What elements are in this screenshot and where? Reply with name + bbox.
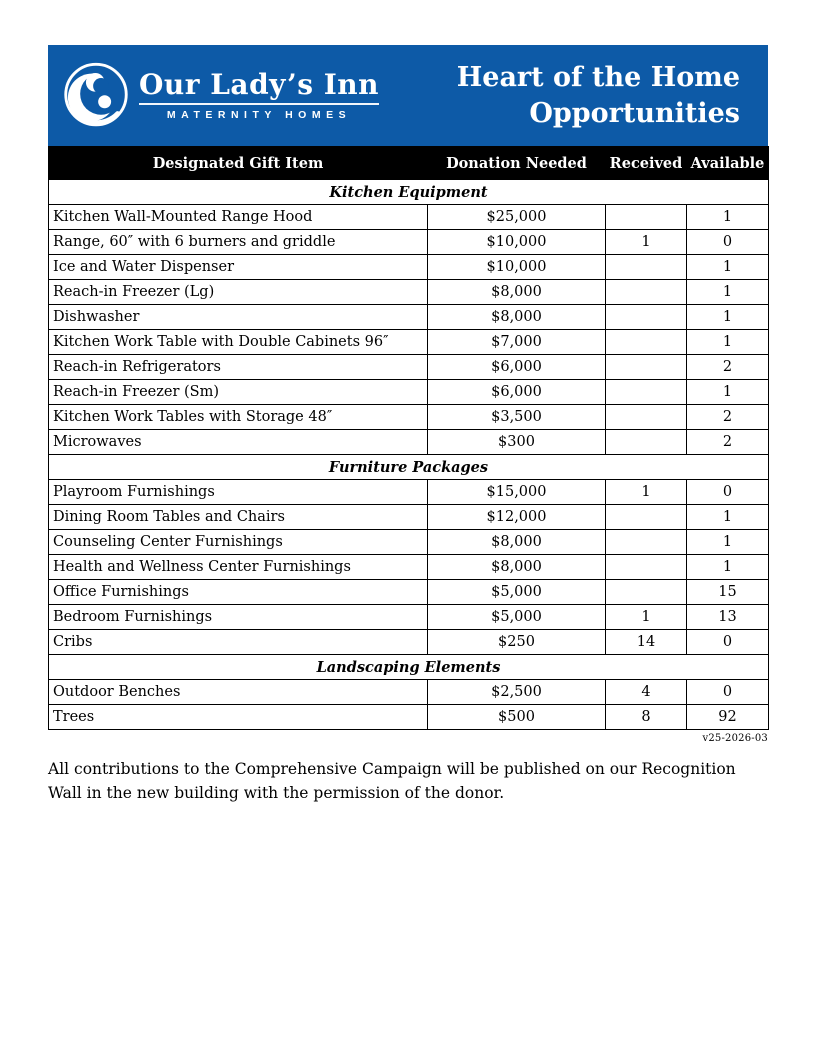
- received-cell: 1: [606, 480, 687, 505]
- available-cell: 0: [687, 230, 769, 255]
- available-cell: 0: [687, 630, 769, 655]
- available-cell: 13: [687, 605, 769, 630]
- available-cell: 1: [687, 505, 769, 530]
- donation-needed-cell: $8,000: [428, 305, 606, 330]
- donation-needed-cell: $12,000: [428, 505, 606, 530]
- received-cell: 14: [606, 630, 687, 655]
- available-cell: 1: [687, 205, 769, 230]
- gift-item-cell: Kitchen Work Table with Double Cabinets 96″: [49, 330, 428, 355]
- version-label: v25-2026-03: [702, 733, 768, 744]
- gift-item-cell: Kitchen Wall-Mounted Range Hood: [49, 205, 428, 230]
- gift-item-cell: Health and Wellness Center Furnishings: [49, 555, 428, 580]
- section-title: Kitchen Equipment: [49, 180, 769, 205]
- donation-needed-cell: $3,500: [428, 405, 606, 430]
- org-rule-divider: [139, 103, 379, 105]
- org-tagline: MATERNITY HOMES: [166, 108, 352, 121]
- donation-needed-cell: $5,000: [428, 605, 606, 630]
- available-cell: 2: [687, 430, 769, 455]
- available-cell: 1: [687, 380, 769, 405]
- footnote-text: All contributions to the Comprehensive Campaign will be published on our Recognition Wall in the new building with the permission of the donor.: [48, 760, 736, 803]
- available-cell: 0: [687, 680, 769, 705]
- received-cell: [606, 580, 687, 605]
- gift-item-cell: Trees: [49, 705, 428, 730]
- table-row: [49, 305, 769, 330]
- gift-item-cell: Dining Room Tables and Chairs: [49, 505, 428, 530]
- donation-needed-cell: $500: [428, 705, 606, 730]
- donation-needed-cell: $8,000: [428, 555, 606, 580]
- table-row: [49, 580, 769, 605]
- brand-text: [139, 70, 379, 120]
- table-row: [49, 280, 769, 305]
- gift-item-cell: Playroom Furnishings: [49, 480, 428, 505]
- received-cell: [606, 430, 687, 455]
- column-header-received: Received: [606, 147, 687, 180]
- section-header-row: [49, 455, 769, 480]
- gift-item-cell: Dishwasher: [49, 305, 428, 330]
- received-cell: [606, 505, 687, 530]
- gift-item-cell: Range, 60″ with 6 burners and griddle: [49, 230, 428, 255]
- received-cell: [606, 355, 687, 380]
- column-header-donation-needed: Donation Needed: [428, 147, 606, 180]
- available-cell: 1: [687, 305, 769, 330]
- gift-item-cell: Office Furnishings: [49, 580, 428, 605]
- received-cell: [606, 255, 687, 280]
- table-header-row: [49, 147, 769, 180]
- donation-needed-cell: $250: [428, 630, 606, 655]
- table-row: [49, 605, 769, 630]
- donation-needed-cell: $7,000: [428, 330, 606, 355]
- table-row: [49, 355, 769, 380]
- org-name: Our Lady’s Inn: [139, 68, 380, 102]
- available-cell: 1: [687, 530, 769, 555]
- column-header-available: Available: [687, 147, 769, 180]
- table-row: [49, 630, 769, 655]
- available-cell: 1: [687, 555, 769, 580]
- table-row: [49, 480, 769, 505]
- section-title: Furniture Packages: [49, 455, 769, 480]
- received-cell: 4: [606, 680, 687, 705]
- available-cell: 1: [687, 330, 769, 355]
- gift-item-cell: Counseling Center Furnishings: [49, 530, 428, 555]
- donation-needed-cell: $2,500: [428, 680, 606, 705]
- section-header-row: [49, 180, 769, 205]
- gift-item-cell: Outdoor Benches: [49, 680, 428, 705]
- section-title: Landscaping Elements: [49, 655, 769, 680]
- donation-needed-cell: $6,000: [428, 380, 606, 405]
- gift-item-cell: Reach-in Freezer (Lg): [49, 280, 428, 305]
- donation-needed-cell: $10,000: [428, 230, 606, 255]
- page-title-line2: Opportunities: [529, 97, 740, 129]
- donation-needed-cell: $300: [428, 430, 606, 455]
- gift-item-cell: Reach-in Freezer (Sm): [49, 380, 428, 405]
- table-row: [49, 505, 769, 530]
- available-cell: 0: [687, 480, 769, 505]
- column-header-gift-item: Designated Gift Item: [49, 147, 428, 180]
- available-cell: 92: [687, 705, 769, 730]
- received-cell: [606, 280, 687, 305]
- table-row: [49, 330, 769, 355]
- gift-item-cell: Bedroom Furnishings: [49, 605, 428, 630]
- brand-block: [60, 60, 379, 132]
- donation-needed-cell: $10,000: [428, 255, 606, 280]
- section-header-row: [49, 655, 769, 680]
- gift-item-cell: Kitchen Work Tables with Storage 48″: [49, 405, 428, 430]
- donation-needed-cell: $8,000: [428, 530, 606, 555]
- donation-needed-cell: $8,000: [428, 280, 606, 305]
- received-cell: [606, 530, 687, 555]
- table-row: [49, 680, 769, 705]
- donation-needed-cell: $5,000: [428, 580, 606, 605]
- received-cell: [606, 405, 687, 430]
- available-cell: 1: [687, 280, 769, 305]
- page-title: [457, 60, 740, 130]
- table-row: [49, 205, 769, 230]
- received-cell: [606, 330, 687, 355]
- table-row: [49, 705, 769, 730]
- donation-needed-cell: $15,000: [428, 480, 606, 505]
- received-cell: [606, 305, 687, 330]
- table-row: [49, 255, 769, 280]
- available-cell: 2: [687, 355, 769, 380]
- available-cell: 2: [687, 405, 769, 430]
- gift-item-cell: Reach-in Refrigerators: [49, 355, 428, 380]
- table-row: [49, 530, 769, 555]
- available-cell: 1: [687, 255, 769, 280]
- document-content: [48, 45, 768, 805]
- page-title-line1: Heart of the Home: [456, 62, 740, 94]
- gift-item-cell: Microwaves: [49, 430, 428, 455]
- available-cell: 15: [687, 580, 769, 605]
- table-body: [49, 180, 769, 730]
- received-cell: [606, 205, 687, 230]
- table-row: [49, 230, 769, 255]
- table-row: [49, 430, 769, 455]
- table-row: [49, 405, 769, 430]
- our-ladys-inn-logo-icon: [60, 60, 132, 132]
- received-cell: 1: [606, 230, 687, 255]
- gift-item-cell: Ice and Water Dispenser: [49, 255, 428, 280]
- received-cell: [606, 380, 687, 405]
- table-row: [49, 555, 769, 580]
- table-row: [49, 380, 769, 405]
- gift-opportunities-table: [48, 146, 769, 730]
- donation-needed-cell: $6,000: [428, 355, 606, 380]
- received-cell: 8: [606, 705, 687, 730]
- received-cell: [606, 555, 687, 580]
- received-cell: 1: [606, 605, 687, 630]
- masthead: [48, 45, 768, 146]
- donation-needed-cell: $25,000: [428, 205, 606, 230]
- gift-item-cell: Cribs: [49, 630, 428, 655]
